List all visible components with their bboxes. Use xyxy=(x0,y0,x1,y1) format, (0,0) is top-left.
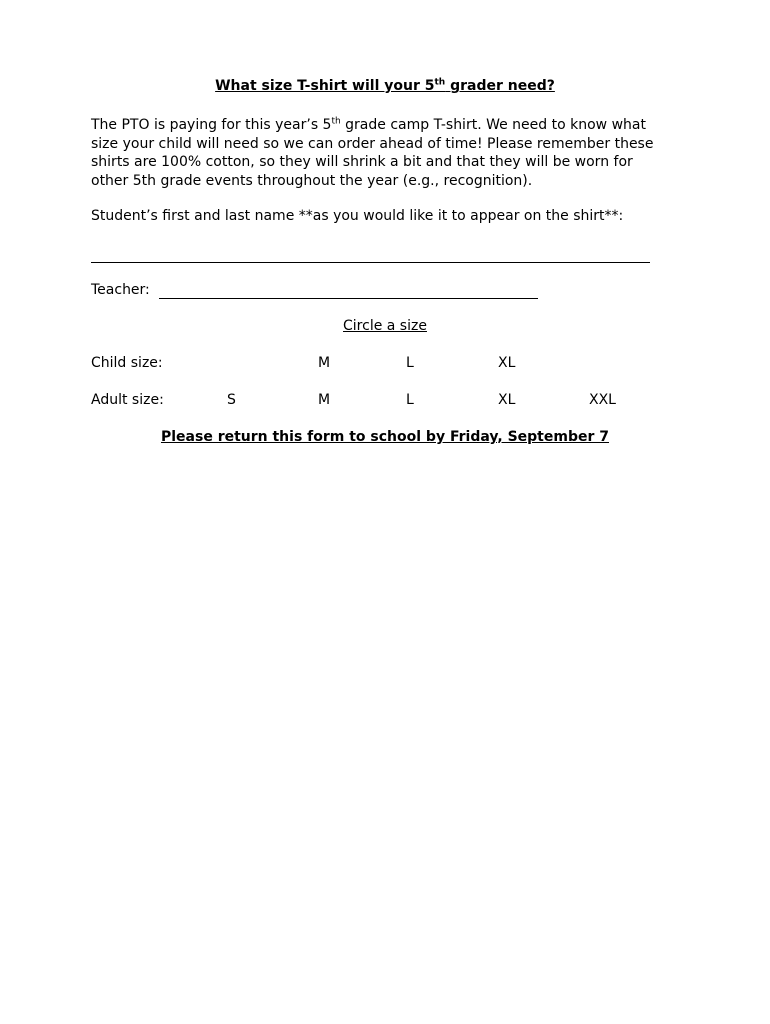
adult-size-row xyxy=(0,392,770,412)
adult-size-option-xxl[interactable]: XXL xyxy=(589,392,616,408)
child-size-option-l[interactable]: L xyxy=(406,355,414,371)
adult-size-option-xl[interactable]: XL xyxy=(498,392,516,408)
student-name-field[interactable] xyxy=(91,247,650,263)
teacher-field[interactable] xyxy=(159,282,538,299)
title-prefix: What size T-shirt will your 5 xyxy=(215,78,435,94)
title-suffix: grader need? xyxy=(445,78,555,94)
child-size-label: Child size: xyxy=(91,355,163,371)
title-superscript: th xyxy=(434,77,446,88)
adult-size-label: Adult size: xyxy=(91,392,164,408)
intro-line-1-suffix: grade camp T-shirt. We need to know what xyxy=(340,117,646,133)
adult-size-option-s[interactable]: S xyxy=(227,392,236,408)
intro-line-3: shirts are 100% cotton, so they will shrink a bit and that they will be worn for xyxy=(91,154,633,170)
adult-size-option-l[interactable]: L xyxy=(406,392,414,408)
circle-size-heading: Circle a size xyxy=(343,318,427,334)
child-size-option-m[interactable]: M xyxy=(318,355,331,371)
intro-line-1-superscript: th xyxy=(331,116,341,127)
intro-line-1-prefix: The PTO is paying for this year’s 5 xyxy=(91,117,332,133)
adult-size-option-m[interactable]: M xyxy=(318,392,331,408)
teacher-label: Teacher: xyxy=(91,282,150,298)
intro-line-2: size your child will need so we can order ahead of time! Please remember these xyxy=(91,135,654,152)
intro-line-1 xyxy=(91,116,671,135)
intro-line-4: other 5th grade events throughout the year (e.g., recognition). xyxy=(91,172,533,189)
child-size-option-xl[interactable]: XL xyxy=(498,355,516,371)
teacher-row xyxy=(91,282,551,302)
return-deadline-note: Please return this form to school by Friday, September 7 xyxy=(160,429,609,445)
child-size-row xyxy=(0,355,770,375)
form-title xyxy=(0,78,770,94)
student-name-label: Student’s first and last name **as you would like it to appear on the shirt**: xyxy=(91,208,624,224)
intro-paragraph xyxy=(91,116,671,190)
